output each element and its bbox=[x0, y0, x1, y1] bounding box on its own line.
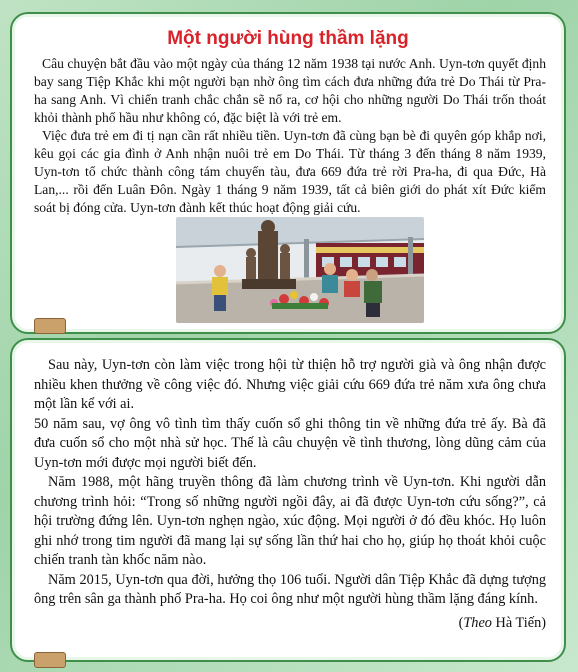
paragraph: Việc đưa trẻ em đi tị nạn cần rất nhiều tiền. Uyn-tơn đã cùng bạn bè đi quyên góp khắp nơi, kêu gọi các gia đình ở Anh nhận nuôi trẻ em Do Thái. Từ tháng 3 đến tháng 8 năm 1939, Uyn-tơn tổ chức thành công tám chuyến tàu, đưa 669 đứa trẻ rời Pra-ha, đi qua Đức, Hà Lan,... rồi đến Luân Đôn. Ngày 1 tháng 9 năm 1939, tất cả biên giới do phát xít Đức kiểm soát bị đóng cửa. Uyn-tơn đành kết thúc hoạt động giải cứu. bbox=[34, 128, 546, 215]
source-author: Hà Tiến bbox=[495, 614, 542, 631]
story-panel-bottom bbox=[10, 338, 566, 662]
story-text-top bbox=[34, 55, 546, 217]
paragraph: Sau này, Uyn-tơn còn làm việc trong hội từ thiện hỗ trợ người già và ông nhận được nhiều khen thưởng về công việc đó. Nhưng việc giải cứu 669 đứa trẻ năm xưa ông chưa một lần kể với ai. bbox=[34, 357, 546, 412]
story-text-bottom bbox=[34, 356, 546, 633]
source-prefix: Theo bbox=[463, 614, 492, 631]
paragraph: Năm 1988, một hãng truyền thông đã làm chương trình về Uyn-tơn. Khi người dẫn chương trình hỏi: “Trong số những người ngồi đây, ai đã được Uyn-tơn cứu sống?”, cả hội trường đứng lên. Uyn-tơn nghẹn ngào, xúc động. Mọi người ở đó đều khóc. Họ luôn ghi nhớ trong tim người đã mang lại sự sống lần thứ hai cho họ, giúp họ thoát khỏi cuộc chiến tranh tàn khốc năm nào. bbox=[34, 474, 546, 568]
paragraph: 50 năm sau, vợ ông vô tình tìm thấy cuốn sổ ghi thông tin về những đứa trẻ ấy. Bà đã đưa cuốn sổ cho một nhà sử học. Thế là câu chuyện về tình thương, lòng dũng cảm của Uyn-tơn mới được mọi người biết đến. bbox=[34, 415, 546, 471]
book-icon bbox=[34, 652, 66, 668]
paragraph: Năm 2015, Uyn-tơn qua đời, hưởng thọ 106 tuổi. Người dân Tiệp Khắc đã dựng tượng ông trên sân ga thành phố Pra-ha. Họ coi ông như một người hùng thầm lặng đáng kính. bbox=[34, 571, 546, 607]
illustration-drawing bbox=[176, 217, 424, 323]
story-title: Một người hùng thầm lặng bbox=[167, 28, 409, 49]
book-icon bbox=[34, 318, 66, 334]
station-statue-illustration bbox=[176, 217, 424, 323]
paragraph: Câu chuyện bắt đầu vào một ngày của tháng 12 năm 1938 tại nước Anh. Uyn-tơn quyết định bay sang Tiệp Khắc khi một người bạn nhờ ông tìm cách đưa những đứa trẻ Do Thái từ Pra-ha sang Anh. Vì chiến tranh chắc chắn sẽ nổ ra, cơ hội cho những người Do Thái trốn thoát khỏi thành phố hầu như không có, đặc biệt là với trẻ em. bbox=[34, 56, 546, 125]
source-credit: (Theo Hà Tiến) bbox=[458, 614, 546, 631]
